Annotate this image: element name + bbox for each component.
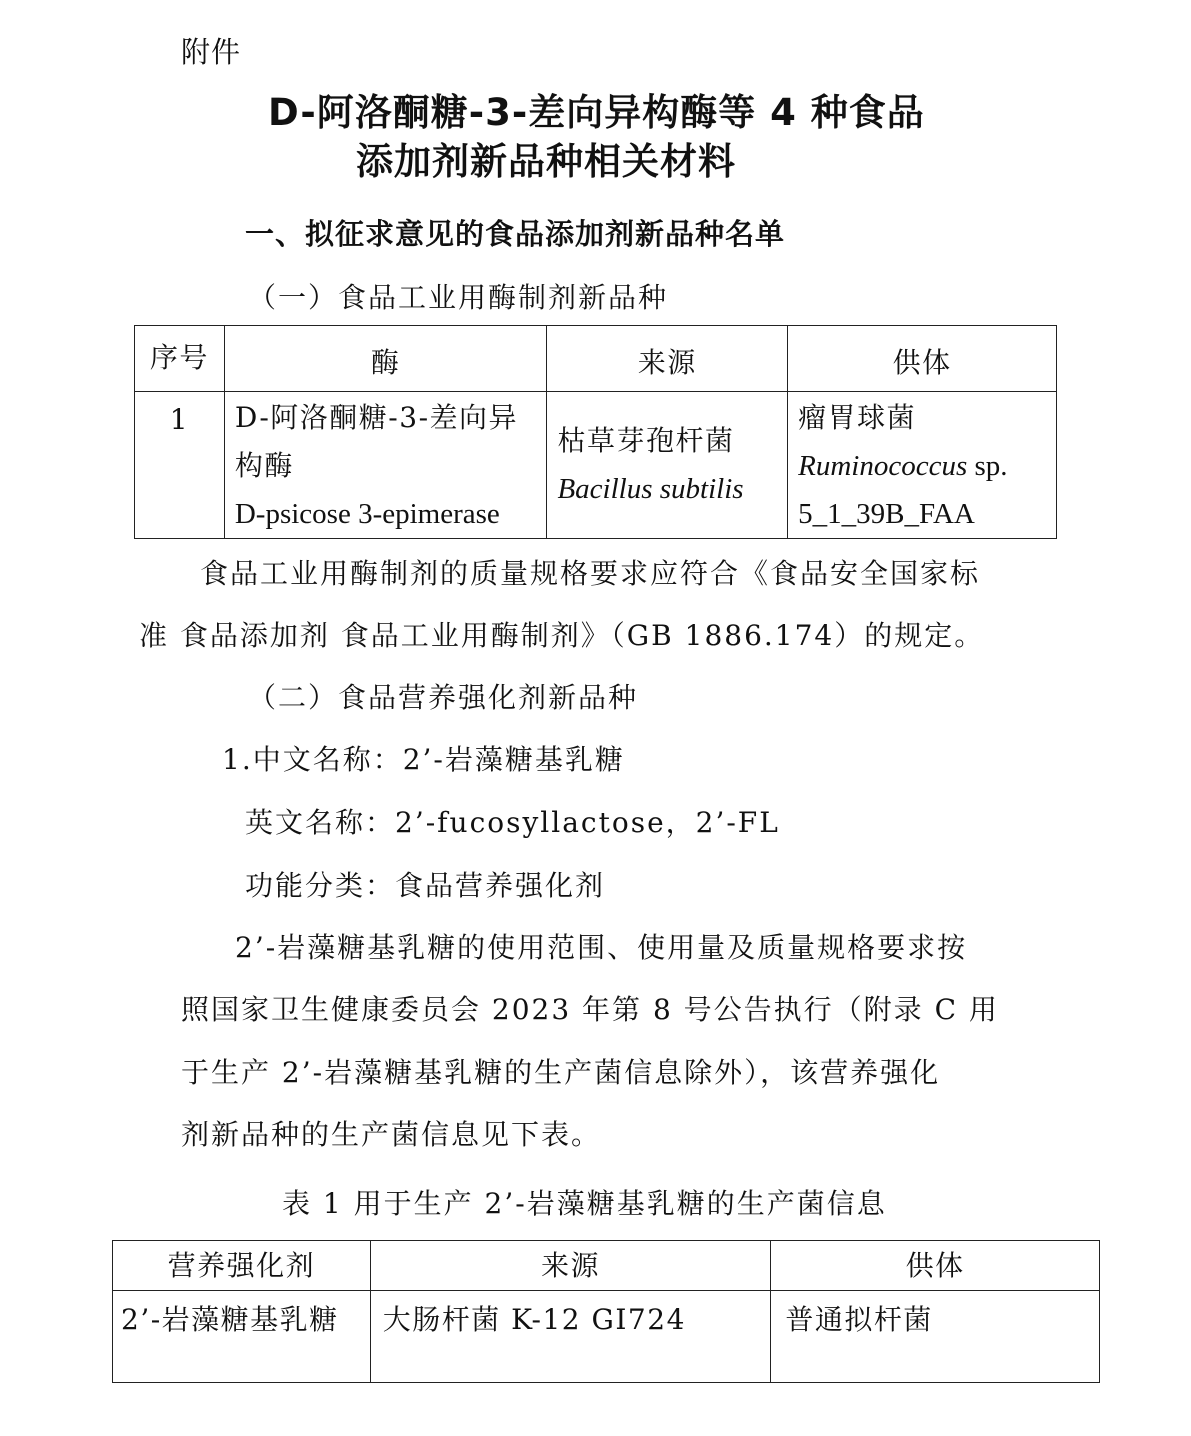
table-row xyxy=(135,392,1057,539)
enzyme-table xyxy=(134,325,1057,539)
header-donor: 供体 xyxy=(771,1241,1100,1291)
subsection-heading-fortifiers: （二）食品营养强化剂新品种 xyxy=(248,681,639,714)
cell-donor: 普通拟杆菌 xyxy=(771,1291,1100,1383)
fortifier-paragraph-line-2: 照国家卫生健康委员会 2023 年第 8 号公告执行（附录 C 用 xyxy=(181,993,999,1026)
enzyme-note-line-2: 准 食品添加剂 食品工业用酶制剂》（GB 1886.174）的规定。 xyxy=(139,619,985,652)
header-no: 序号 xyxy=(135,326,225,392)
document-title-line-2: 添加剂新品种相关材料 xyxy=(356,140,736,183)
header-source: 来源 xyxy=(370,1241,771,1291)
donor-genus: Ruminococcus xyxy=(798,450,968,482)
table-header-row xyxy=(135,326,1057,392)
enzyme-name-cn-2: 构酶 xyxy=(234,449,294,482)
donor-name-latin-line xyxy=(798,442,1056,490)
attachment-label: 附件 xyxy=(181,35,242,69)
cell-source xyxy=(547,392,788,539)
enzyme-name-en: D-psicose 3-epimerase xyxy=(234,498,500,530)
fortifier-paragraph-line-1: 2’-岩藻糖基乳糖的使用范围、使用量及质量规格要求按 xyxy=(235,931,968,964)
table-row xyxy=(113,1291,1100,1383)
header-enzyme: 酶 xyxy=(224,326,547,392)
cell-enzyme xyxy=(224,392,547,539)
donor-name-cn: 瘤胃球菌 xyxy=(798,401,917,434)
table-header-row xyxy=(113,1241,1100,1291)
header-donor: 供体 xyxy=(788,326,1057,392)
document-title-line-1: D-阿洛酮糖-3-差向异构酶等 4 种食品 xyxy=(268,91,925,134)
cell-fortifier: 2’-岩藻糖基乳糖 xyxy=(113,1291,371,1383)
table-1-caption: 表 1 用于生产 2’-岩藻糖基乳糖的生产菌信息 xyxy=(282,1187,887,1220)
cell-donor xyxy=(788,392,1057,539)
fortifier-cn-name: 1.中文名称：2’-岩藻糖基乳糖 xyxy=(222,743,625,776)
fortifier-paragraph-line-3: 于生产 2’-岩藻糖基乳糖的生产菌信息除外），该营养强化 xyxy=(181,1056,941,1089)
cell-no: 1 xyxy=(135,392,225,539)
section-heading: 一、拟征求意见的食品添加剂新品种名单 xyxy=(245,217,786,251)
header-fortifier: 营养强化剂 xyxy=(113,1241,371,1291)
production-strain-table xyxy=(112,1240,1100,1383)
cell-source: 大肠杆菌 K-12 GI724 xyxy=(370,1291,771,1383)
fortifier-paragraph-line-4: 剂新品种的生产菌信息见下表。 xyxy=(181,1118,602,1151)
subsection-heading-enzymes: （一）食品工业用酶制剂新品种 xyxy=(248,281,669,314)
enzyme-note-line-1: 食品工业用酶制剂的质量规格要求应符合《食品安全国家标 xyxy=(200,557,981,590)
enzyme-name-cn-1: D-阿洛酮糖-3-差向异 xyxy=(234,401,519,434)
donor-strain: 5_1_39B_FAA xyxy=(798,498,975,530)
header-source: 来源 xyxy=(547,326,788,392)
donor-species-abbr: sp. xyxy=(967,450,1008,482)
source-name-cn: 枯草芽孢杆菌 xyxy=(557,424,735,457)
fortifier-en-name: 英文名称：2’-fucosyllactose，2’-FL xyxy=(245,806,780,839)
fortifier-category: 功能分类：食品营养强化剂 xyxy=(245,869,606,902)
source-name-latin: Bacillus subtilis xyxy=(557,473,744,505)
